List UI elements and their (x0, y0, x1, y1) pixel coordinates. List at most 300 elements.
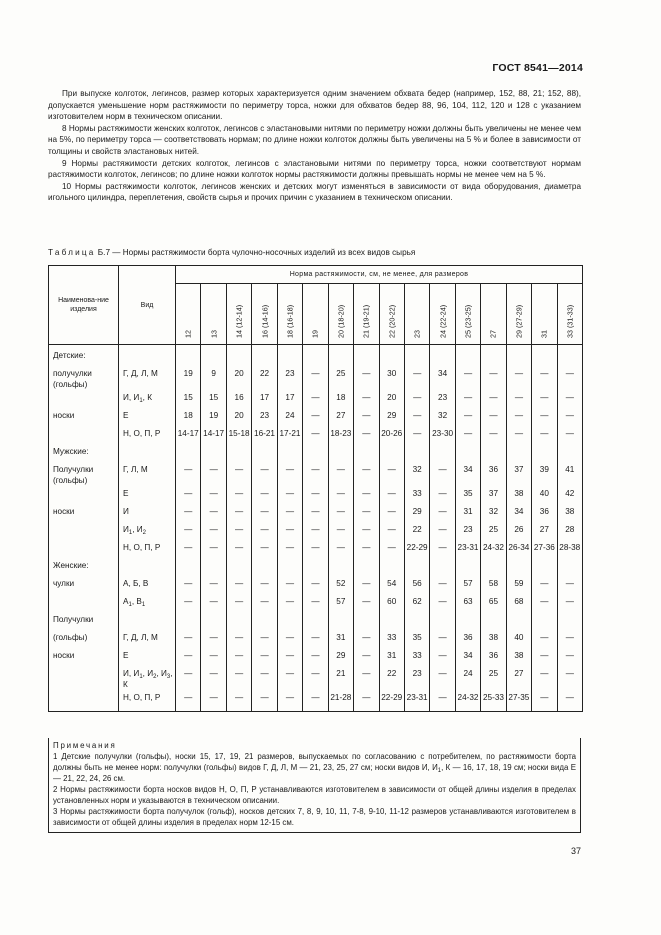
size-label: 31 (539, 330, 549, 338)
product-kind: Е (119, 486, 176, 504)
value-cell: 24 (277, 408, 302, 426)
value-cell: — (404, 366, 429, 390)
value-cell: — (176, 690, 201, 712)
empty-cell (354, 345, 379, 367)
empty-cell (201, 558, 226, 576)
size-header (455, 284, 480, 345)
standard-code: ГОСТ 8541—2014 (492, 62, 583, 74)
empty-cell (481, 345, 506, 367)
value-cell: — (455, 426, 480, 444)
value-cell: 59 (506, 576, 531, 594)
value-cell: — (252, 540, 277, 558)
value-cell: 57 (328, 594, 353, 612)
product-name (49, 390, 119, 408)
value-cell: — (506, 408, 531, 426)
value-cell: — (303, 390, 328, 408)
value-cell: — (557, 408, 582, 426)
page-number: 37 (570, 846, 581, 856)
value-cell: — (557, 576, 582, 594)
value-cell: — (226, 666, 251, 690)
product-kind: И (119, 504, 176, 522)
empty-cell (201, 345, 226, 367)
value-cell: — (354, 408, 379, 426)
table-row (49, 630, 583, 648)
size-header (379, 284, 404, 345)
value-cell: — (303, 630, 328, 648)
value-cell: — (176, 594, 201, 612)
empty-cell (532, 558, 557, 576)
value-cell: — (277, 594, 302, 612)
value-cell: — (532, 648, 557, 666)
value-cell: — (277, 630, 302, 648)
empty-cell (481, 444, 506, 462)
value-cell: 16 (226, 390, 251, 408)
product-kind: И, $И_1$, К (119, 390, 176, 408)
value-cell: 22-29 (404, 540, 429, 558)
value-cell: — (354, 630, 379, 648)
value-cell: 24 (455, 666, 480, 690)
value-cell: 36 (532, 504, 557, 522)
table-row (49, 408, 583, 426)
size-label: 22 (20-22) (387, 304, 397, 338)
value-cell: — (354, 648, 379, 666)
paragraph: 10 Нормы растяжимости колготок, легинсов женских и детских могут изменяться в зависимости от вида оборудования, диаметра игольного цилиндра, переплетения, свойств сырья и прочих причин с указанием в техническом описании. (48, 181, 581, 203)
value-cell: — (252, 666, 277, 690)
empty-cell (506, 612, 531, 630)
value-cell: — (557, 594, 582, 612)
size-label: 33 (31-33) (565, 304, 575, 338)
value-cell: — (176, 522, 201, 540)
notes-block (48, 738, 581, 833)
value-cell: 22 (379, 666, 404, 690)
value-cell: 23-31 (404, 690, 429, 712)
value-cell: 17-21 (277, 426, 302, 444)
value-cell: — (303, 426, 328, 444)
value-cell: 25 (481, 666, 506, 690)
value-cell: — (201, 648, 226, 666)
value-cell: 29 (379, 408, 404, 426)
value-cell: — (328, 462, 353, 486)
empty-cell (404, 612, 429, 630)
table-row (49, 522, 583, 540)
value-cell: 57 (455, 576, 480, 594)
empty-cell (430, 558, 455, 576)
table-body (49, 345, 583, 712)
product-kind: Г, Д, Л, М (119, 366, 176, 390)
value-cell: 21 (328, 666, 353, 690)
value-cell: — (354, 504, 379, 522)
empty-cell (119, 558, 176, 576)
value-cell: — (557, 390, 582, 408)
value-cell: — (354, 462, 379, 486)
value-cell: — (252, 504, 277, 522)
value-cell: 24-32 (455, 690, 480, 712)
empty-cell (176, 558, 201, 576)
value-cell: 56 (404, 576, 429, 594)
value-cell: 27-35 (506, 690, 531, 712)
empty-cell (404, 345, 429, 367)
empty-cell (430, 444, 455, 462)
empty-cell (328, 558, 353, 576)
value-cell: 27 (328, 408, 353, 426)
table-row (49, 576, 583, 594)
empty-cell (379, 558, 404, 576)
table-row (49, 426, 583, 444)
value-cell: 17 (277, 390, 302, 408)
value-cell: — (532, 426, 557, 444)
value-cell: — (201, 522, 226, 540)
size-header (506, 284, 531, 345)
paragraph: 8 Нормы растяжимости женских колготок, легинсов с эластановыми нитями по периметру ножки должны быть увеличены не менее чем на 5%, по периметру торса — соответствовать нормам; по длине ножки колготок должны быть увеличены на 5 % и более в зависимости от толщины и свойств эластановых нитей. (48, 123, 581, 156)
product-name: (гольфы) (49, 630, 119, 648)
size-label: 25 (23-25) (463, 304, 473, 338)
value-cell: — (506, 390, 531, 408)
value-cell: 34 (455, 648, 480, 666)
value-cell: — (252, 630, 277, 648)
value-cell: 37 (481, 486, 506, 504)
size-label: 12 (183, 330, 193, 338)
product-kind: Е (119, 408, 176, 426)
size-header (532, 284, 557, 345)
value-cell: — (252, 690, 277, 712)
value-cell: 22-29 (379, 690, 404, 712)
value-cell: — (430, 648, 455, 666)
value-cell: — (557, 648, 582, 666)
category-label: Мужские: (49, 444, 119, 462)
value-cell: 17 (252, 390, 277, 408)
product-name (49, 426, 119, 444)
product-name (49, 594, 119, 612)
norms-table (48, 265, 583, 712)
value-cell: 35 (404, 630, 429, 648)
empty-cell (328, 345, 353, 367)
product-kind: Н, О, П, Р (119, 690, 176, 712)
value-cell: 23-30 (430, 426, 455, 444)
empty-cell (303, 345, 328, 367)
value-cell: — (226, 594, 251, 612)
value-cell: — (176, 630, 201, 648)
value-cell: — (557, 690, 582, 712)
value-cell: 28 (557, 522, 582, 540)
value-cell: 19 (176, 366, 201, 390)
size-header (303, 284, 328, 345)
value-cell: 40 (532, 486, 557, 504)
value-cell: — (354, 390, 379, 408)
value-cell: — (226, 522, 251, 540)
empty-cell (379, 612, 404, 630)
value-cell: — (252, 576, 277, 594)
empty-cell (532, 444, 557, 462)
product-kind: А, Б, В (119, 576, 176, 594)
value-cell: 19 (201, 408, 226, 426)
value-cell: — (201, 630, 226, 648)
empty-cell (404, 444, 429, 462)
value-cell: — (354, 690, 379, 712)
value-cell: 31 (455, 504, 480, 522)
value-cell: — (226, 504, 251, 522)
value-cell: — (176, 540, 201, 558)
value-cell: — (328, 522, 353, 540)
value-cell: — (303, 690, 328, 712)
empty-cell (226, 558, 251, 576)
value-cell: — (557, 630, 582, 648)
table-row (49, 690, 583, 712)
value-cell: 38 (506, 648, 531, 666)
product-kind: $А_1$, $В_1$ (119, 594, 176, 612)
value-cell: 14-17 (176, 426, 201, 444)
value-cell: 27-36 (532, 540, 557, 558)
product-kind: $И_1$, $И_2$ (119, 522, 176, 540)
size-header (277, 284, 302, 345)
value-cell: — (176, 666, 201, 690)
value-cell: 37 (506, 462, 531, 486)
product-name: получулки (гольфы) (49, 366, 119, 390)
empty-cell (557, 345, 582, 367)
notes-heading: Примечания (53, 741, 117, 750)
product-kind: Н, О, П, Р (119, 426, 176, 444)
value-cell: 18 (176, 408, 201, 426)
empty-cell (455, 444, 480, 462)
value-cell: 25 (328, 366, 353, 390)
value-cell: — (379, 462, 404, 486)
value-cell: — (532, 408, 557, 426)
value-cell: — (303, 594, 328, 612)
value-cell: — (481, 390, 506, 408)
empty-cell (455, 345, 480, 367)
value-cell: 63 (455, 594, 480, 612)
empty-cell (176, 612, 201, 630)
empty-cell (176, 444, 201, 462)
table-row (49, 558, 583, 576)
product-name (49, 540, 119, 558)
product-name: носки (49, 408, 119, 426)
value-cell: — (277, 504, 302, 522)
value-cell: — (557, 426, 582, 444)
empty-cell (252, 444, 277, 462)
empty-cell (277, 444, 302, 462)
value-cell: — (303, 522, 328, 540)
value-cell: — (226, 462, 251, 486)
product-name (49, 690, 119, 712)
empty-cell (404, 558, 429, 576)
empty-cell (430, 612, 455, 630)
empty-cell (226, 444, 251, 462)
value-cell: 20-26 (379, 426, 404, 444)
value-cell: — (430, 666, 455, 690)
value-cell: — (506, 426, 531, 444)
empty-cell (557, 612, 582, 630)
value-cell: — (252, 486, 277, 504)
value-cell: — (303, 408, 328, 426)
value-cell: 32 (430, 408, 455, 426)
empty-cell (277, 558, 302, 576)
empty-cell (455, 612, 480, 630)
product-kind: Н, О, П, Р (119, 540, 176, 558)
empty-cell (354, 612, 379, 630)
product-name (49, 666, 119, 690)
paragraph: При выпуске колготок, легинсов, размер которых характеризуется одним значением обхвата бедер (например, 152, 88, 21; 152, 88), допускается уменьшение норм растяжимости по периметру торса, ножки для обхватов бедер 88, 96, 104, 112, 120 и 128 с указанием изготовителем норм в техническом описании. (48, 89, 581, 122)
body-text (48, 88, 581, 204)
value-cell: 15 (201, 390, 226, 408)
value-cell: 31 (328, 630, 353, 648)
value-cell: 16-21 (252, 426, 277, 444)
size-header (201, 284, 226, 345)
value-cell: — (430, 522, 455, 540)
empty-cell (119, 345, 176, 367)
value-cell: 34 (455, 462, 480, 486)
value-cell: — (252, 522, 277, 540)
product-kind: Г, Л, М (119, 462, 176, 486)
value-cell: 23 (404, 666, 429, 690)
value-cell: 39 (532, 462, 557, 486)
size-label: 13 (209, 330, 219, 338)
value-cell: — (277, 648, 302, 666)
empty-cell (481, 612, 506, 630)
table-row (49, 462, 583, 486)
value-cell: — (354, 594, 379, 612)
value-cell: — (532, 390, 557, 408)
value-cell: — (354, 366, 379, 390)
table-row (49, 366, 583, 390)
value-cell: 9 (201, 366, 226, 390)
value-cell: — (176, 462, 201, 486)
value-cell: — (354, 522, 379, 540)
value-cell: 20 (226, 366, 251, 390)
value-cell: — (252, 648, 277, 666)
value-cell: — (430, 540, 455, 558)
size-label: 16 (14-16) (260, 304, 270, 338)
value-cell: — (557, 666, 582, 690)
empty-cell (252, 558, 277, 576)
value-cell: — (506, 366, 531, 390)
size-header (176, 284, 201, 345)
value-cell: 33 (379, 630, 404, 648)
value-cell: — (430, 594, 455, 612)
value-cell: — (226, 576, 251, 594)
empty-cell (119, 444, 176, 462)
product-name: носки (49, 648, 119, 666)
value-cell: — (481, 408, 506, 426)
value-cell: 38 (506, 486, 531, 504)
empty-cell (226, 345, 251, 367)
value-cell: 14-17 (201, 426, 226, 444)
value-cell: — (481, 366, 506, 390)
empty-cell (354, 444, 379, 462)
value-cell: — (303, 540, 328, 558)
value-cell: — (226, 648, 251, 666)
size-label: 29 (27-29) (514, 304, 524, 338)
value-cell: 15 (176, 390, 201, 408)
value-cell: — (557, 366, 582, 390)
table-row (49, 612, 583, 630)
value-cell: — (455, 366, 480, 390)
table-title (48, 248, 415, 257)
value-cell: — (226, 690, 251, 712)
category-label: Женские: (49, 558, 119, 576)
value-cell: — (379, 486, 404, 504)
col-header-kind: Вид (119, 266, 176, 345)
value-cell: 23 (455, 522, 480, 540)
value-cell: — (430, 462, 455, 486)
value-cell: — (201, 576, 226, 594)
product-name: чулки (49, 576, 119, 594)
value-cell: — (303, 462, 328, 486)
empty-cell (201, 444, 226, 462)
value-cell: 32 (404, 462, 429, 486)
value-cell: — (430, 486, 455, 504)
empty-cell (379, 345, 404, 367)
size-header (328, 284, 353, 345)
value-cell: 28-38 (557, 540, 582, 558)
empty-cell (455, 558, 480, 576)
value-cell: — (277, 462, 302, 486)
product-kind: Г, Д, Л, М (119, 630, 176, 648)
value-cell: 25 (481, 522, 506, 540)
value-cell: — (176, 504, 201, 522)
value-cell: 34 (430, 366, 455, 390)
value-cell: 38 (557, 504, 582, 522)
size-label: 23 (412, 330, 422, 338)
value-cell: — (430, 504, 455, 522)
size-label: 19 (310, 330, 320, 338)
size-header (252, 284, 277, 345)
empty-cell (532, 345, 557, 367)
table-row (49, 504, 583, 522)
table-row (49, 390, 583, 408)
value-cell: — (303, 666, 328, 690)
value-cell: — (252, 594, 277, 612)
product-name (49, 522, 119, 540)
product-name (49, 486, 119, 504)
empty-cell (506, 444, 531, 462)
table-row (49, 444, 583, 462)
table-row (49, 594, 583, 612)
value-cell: — (303, 648, 328, 666)
paragraph: 9 Нормы растяжимости детских колготок, легинсов с эластановыми нитями по периметру торса, ножки соответствуют нормам растяжимости колготок, легинсов; по длине ножки колготок нормы растяжимости должны превышать нормы не менее чем на 5 %. (48, 158, 581, 180)
value-cell: — (532, 666, 557, 690)
value-cell: — (201, 666, 226, 690)
empty-cell (303, 558, 328, 576)
value-cell: 26 (506, 522, 531, 540)
empty-cell (557, 444, 582, 462)
category-label: Получулки (49, 612, 119, 630)
value-cell: 18-23 (328, 426, 353, 444)
value-cell: — (532, 630, 557, 648)
size-header (404, 284, 429, 345)
value-cell: — (354, 426, 379, 444)
value-cell: 36 (455, 630, 480, 648)
value-cell: — (303, 486, 328, 504)
size-header (226, 284, 251, 345)
value-cell: 36 (481, 648, 506, 666)
value-cell: 33 (404, 648, 429, 666)
table-row (49, 540, 583, 558)
value-cell: 20 (379, 390, 404, 408)
value-cell: — (455, 408, 480, 426)
value-cell: 26-34 (506, 540, 531, 558)
value-cell: — (201, 504, 226, 522)
note-item: 2 Нормы растяжимости борта носков видов Н, О, П, Р устанавливаются изготовителем в зависимости от общей длины изделия в пределах установленных норм и указываются в техническом описании. (53, 785, 576, 805)
table-row (49, 666, 583, 690)
value-cell: — (226, 540, 251, 558)
value-cell: — (277, 576, 302, 594)
value-cell: — (481, 426, 506, 444)
empty-cell (328, 444, 353, 462)
value-cell: 33 (404, 486, 429, 504)
value-cell: — (404, 390, 429, 408)
size-label: 24 (22-24) (438, 304, 448, 338)
value-cell: — (277, 486, 302, 504)
